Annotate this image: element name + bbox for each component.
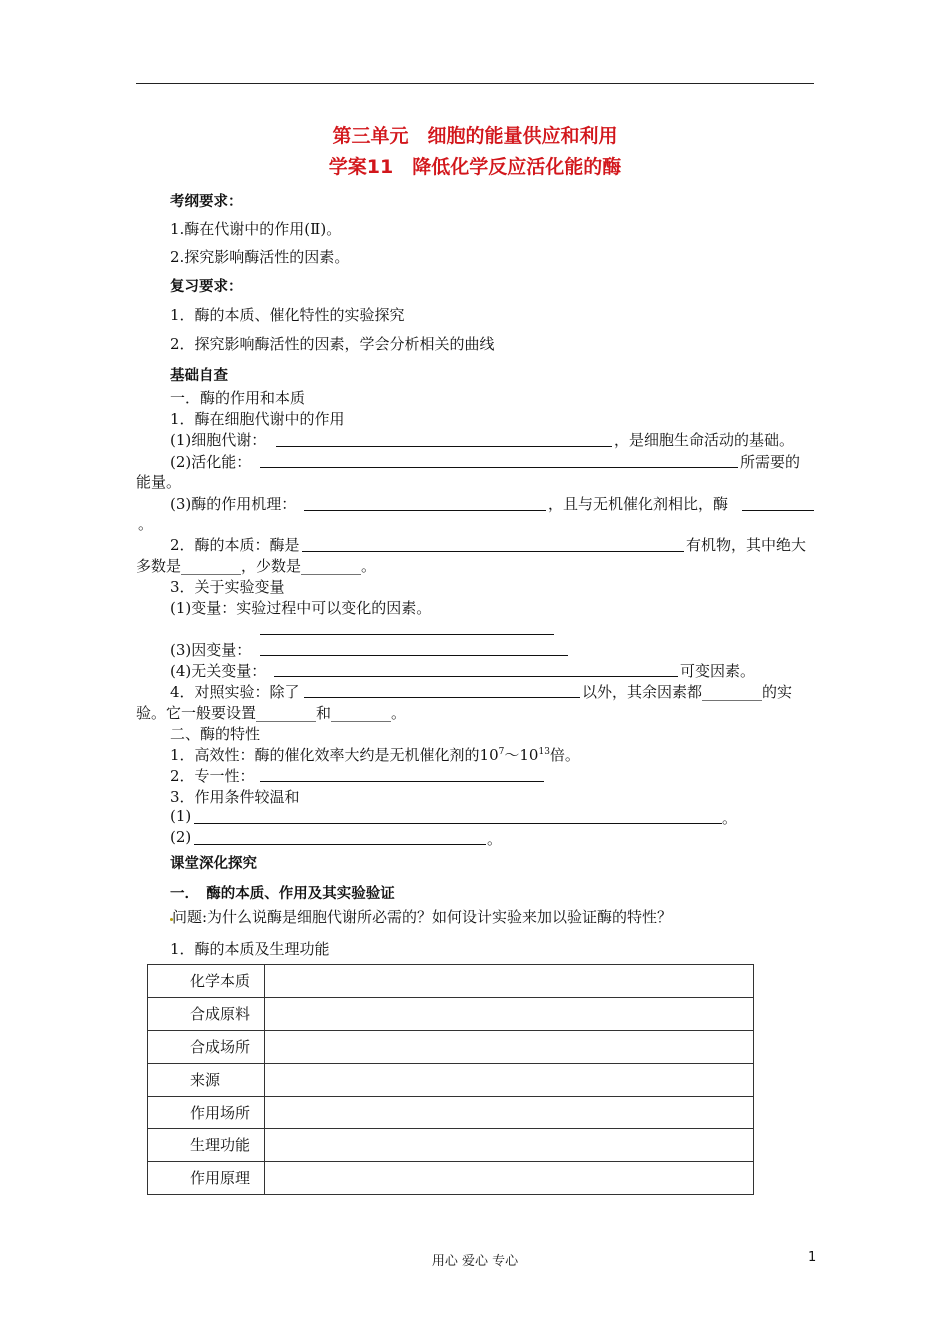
q1-1-suffix: ，是细胞生命活动的基础。 — [614, 431, 795, 449]
p3-2-label: (2) — [170, 828, 192, 846]
review-heading: 复习要求： — [170, 279, 243, 295]
q3-3-label: (3)因变量： — [170, 641, 252, 659]
answer-cell[interactable] — [265, 1030, 754, 1063]
page-number: 1 — [808, 1250, 817, 1265]
table-row — [148, 1096, 754, 1129]
blank-line — [304, 510, 546, 511]
blank-line — [274, 676, 678, 677]
unit-title: 第三单元 细胞的能量供应和利用 — [332, 125, 618, 147]
basics-section-1: 一．酶的作用和本质 — [170, 389, 306, 407]
table-row — [148, 997, 754, 1030]
q3-4-label: (4)无关变量： — [170, 662, 267, 680]
p1-text-pre: 1．高效性：酶的催化效率大约是无机催化剂的10 — [170, 746, 499, 764]
blank-line — [260, 655, 568, 656]
syllabus-heading: 考纲要求： — [170, 194, 243, 210]
q3-1: (1)变量：实验过程中可以变化的因素。 — [170, 599, 432, 617]
table-row — [148, 1129, 754, 1162]
header-rule — [136, 83, 814, 84]
blank-line — [304, 697, 580, 698]
p1-exponent-7: 7 — [498, 747, 505, 757]
blank-line — [260, 781, 544, 782]
blank-line — [194, 844, 486, 845]
p3-1-label: (1) — [170, 807, 192, 825]
row-label: 来源 — [148, 1063, 265, 1096]
table-row — [148, 1162, 754, 1195]
row-label: 生理功能 — [148, 1129, 265, 1162]
row-label: 作用原理 — [148, 1162, 265, 1195]
p1-text-post: 倍。 — [549, 746, 580, 764]
p1-text-mid: ～10 — [504, 746, 539, 764]
basics-q1: 1．酶在细胞代谢中的作用 — [170, 410, 345, 428]
q1-3-label: (3)酶的作用机理： — [170, 495, 297, 513]
blank-line — [742, 510, 814, 511]
syllabus-item-2: 2.探究影响酶活性的因素。 — [170, 248, 350, 266]
p3-2-end: 。 — [487, 830, 503, 848]
footer-motto: 用心 爱心 专心 — [431, 1254, 519, 1269]
basics-heading: 基础自查 — [170, 368, 228, 384]
q1-3-end: 。 — [138, 515, 154, 533]
q2-wrap: 多数是________，少数是________。 — [136, 557, 377, 575]
q1-3-mid: ，且与无机催化剂相比，酶 — [548, 495, 729, 513]
blank-line — [276, 446, 612, 447]
enzyme-table — [147, 964, 754, 1195]
answer-cell[interactable] — [265, 1162, 754, 1195]
answer-cell[interactable] — [265, 997, 754, 1030]
row-label: 作用场所 — [148, 1096, 265, 1129]
q4-wrap: 验。它一般要设置________和________。 — [136, 704, 407, 722]
review-item-2: 2．探究影响酶活性的因素，学会分析相关的曲线 — [170, 335, 495, 353]
blank-line — [260, 467, 738, 468]
syllabus-item-1: 1.酶在代谢中的作用(Ⅱ)。 — [170, 220, 342, 238]
classroom-section-1: 一． 酶的本质、作用及其实验验证 — [170, 886, 395, 902]
table-caption: 1．酶的本质及生理功能 — [170, 940, 330, 958]
table-row — [148, 965, 754, 998]
p3: 3．作用条件较温和 — [170, 788, 300, 806]
table-row — [148, 1063, 754, 1096]
row-label: 合成原料 — [148, 997, 265, 1030]
q3-4-suffix: 可变因素。 — [680, 662, 756, 680]
blank-line — [260, 634, 554, 635]
classroom-question: 问题:为什么说酶是细胞代谢所必需的？如何设计实验来加以验证酶的特性？ — [172, 908, 673, 926]
q2-suffix: 有机物，其中绝大 — [686, 536, 807, 554]
q1-2-suffix: 所需要的 — [740, 453, 801, 471]
p1-efficiency — [170, 744, 580, 765]
review-item-1: 1．酶的本质、催化特性的实验探究 — [170, 306, 405, 324]
blank-line — [194, 823, 722, 824]
q4-label: 4．对照实验：除了 — [170, 683, 300, 701]
p2-label: 2．专一性： — [170, 767, 255, 785]
q1-2-label: (2)活化能： — [170, 453, 252, 471]
answer-cell[interactable] — [265, 1063, 754, 1096]
answer-cell[interactable] — [265, 965, 754, 998]
answer-cell[interactable] — [265, 1096, 754, 1129]
q4-suffix: 以外，其余因素都________的实 — [582, 683, 793, 701]
lesson-title: 学案11 降低化学反应活化能的酶 — [328, 156, 622, 178]
classroom-heading: 课堂深化探究 — [170, 856, 257, 872]
p3-1-end: 。 — [722, 809, 738, 827]
table-row — [148, 1030, 754, 1063]
basics-q3: 3．关于实验变量 — [170, 578, 285, 596]
row-label: 合成场所 — [148, 1030, 265, 1063]
p1-exponent-13: 13 — [538, 747, 550, 757]
row-label: 化学本质 — [148, 965, 265, 998]
q1-2-wrap: 能量。 — [136, 473, 182, 491]
answer-cell[interactable] — [265, 1129, 754, 1162]
blank-line — [302, 551, 684, 552]
q1-1-label: (1)细胞代谢： — [170, 431, 267, 449]
basics-section-2: 二、酶的特性 — [170, 725, 261, 743]
q2-label: 2．酶的本质：酶是 — [170, 536, 300, 554]
